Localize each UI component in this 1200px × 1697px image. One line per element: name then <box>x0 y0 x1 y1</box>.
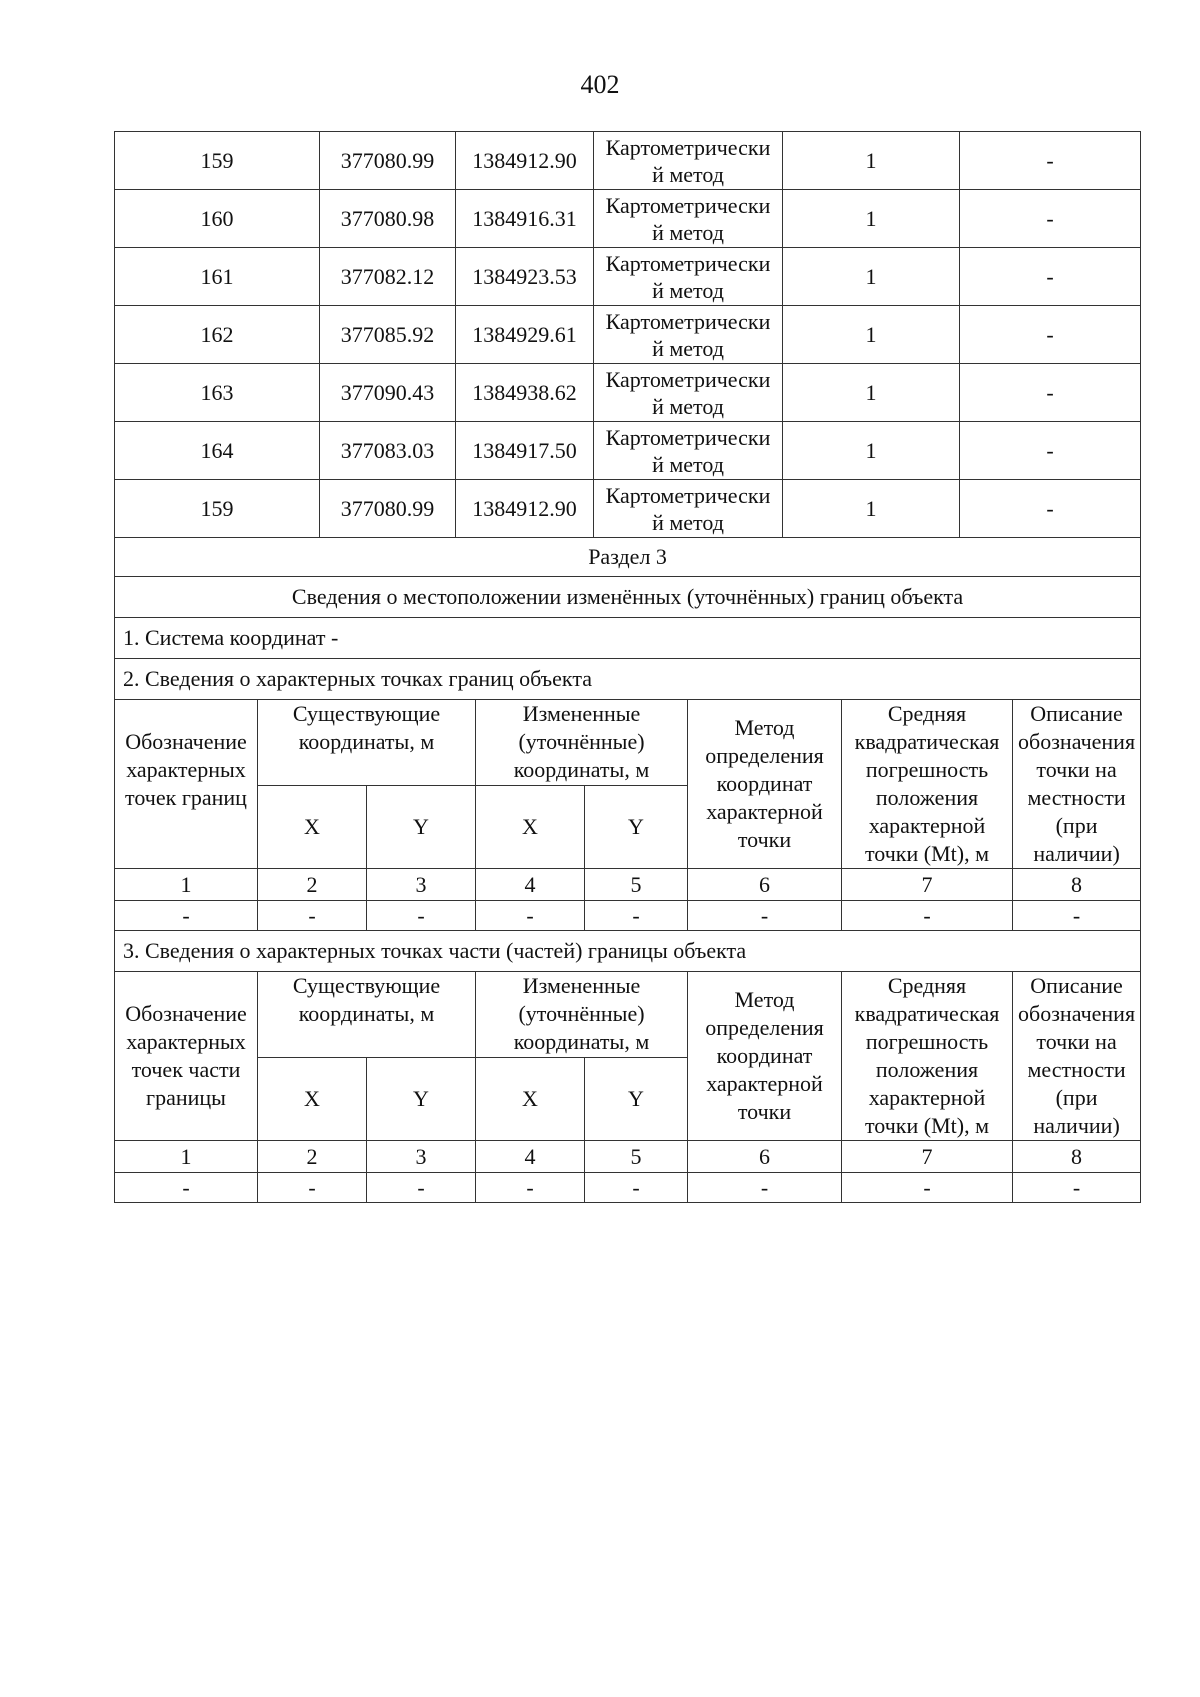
header-method: Метод определения координат характерной точки <box>688 972 842 1141</box>
coord-y: 1384923.53 <box>456 248 594 306</box>
point-number: 160 <box>115 190 320 248</box>
coord-x: 377090.43 <box>320 364 456 422</box>
empty-data-row-cell: - <box>258 901 367 931</box>
empty-data-row-cell: - <box>367 1173 476 1203</box>
point-number: 163 <box>115 364 320 422</box>
empty-data-row-cell: - <box>688 901 842 931</box>
header-existing-x: X <box>258 1057 367 1141</box>
header-changed-x: X <box>476 785 585 869</box>
header-accuracy: Средняя квадратическая погрешность положения характерной точки (Mt), м <box>842 700 1013 869</box>
point-description: - <box>960 306 1141 364</box>
empty-data-row <box>115 1173 1141 1203</box>
table-row <box>115 248 1141 306</box>
column-number-row-cell: 5 <box>585 869 688 901</box>
header-description: Описание обозначения точки на местности (при наличии) <box>1013 972 1141 1141</box>
empty-data-row-cell: - <box>688 1173 842 1203</box>
header-changed-y: Y <box>585 1057 688 1141</box>
header-existing-x: X <box>258 785 367 869</box>
empty-data-row-cell: - <box>585 901 688 931</box>
column-number-row-cell: 7 <box>842 1141 1013 1173</box>
point-description: - <box>960 248 1141 306</box>
column-number-row-cell: 3 <box>367 869 476 901</box>
section-subtitle: Сведения о местоположении изменённых (уточнённых) границ объекта <box>115 577 1141 618</box>
point-description: - <box>960 190 1141 248</box>
header-changed-coords: Измененные (уточнённые) координаты, м <box>476 972 688 1058</box>
header-method: Метод определения координат характерной точки <box>688 700 842 869</box>
header-accuracy: Средняя квадратическая погрешность положения характерной точки (Mt), м <box>842 972 1013 1141</box>
accuracy-mt: 1 <box>783 422 960 480</box>
point-description: - <box>960 132 1141 190</box>
accuracy-mt: 1 <box>783 190 960 248</box>
coord-x: 377082.12 <box>320 248 456 306</box>
method-cell: Картометрически й метод <box>594 480 783 538</box>
empty-data-row-cell: - <box>476 1173 585 1203</box>
section-title: Раздел 3 <box>115 538 1141 577</box>
table-row <box>115 132 1141 190</box>
column-number-row-cell: 7 <box>842 869 1013 901</box>
header-existing-y: Y <box>367 1057 476 1141</box>
method-cell: Картометрически й метод <box>594 422 783 480</box>
accuracy-mt: 1 <box>783 248 960 306</box>
accuracy-mt: 1 <box>783 306 960 364</box>
method-cell: Картометрически й метод <box>594 248 783 306</box>
column-number-row-cell: 1 <box>115 869 258 901</box>
coord-y: 1384929.61 <box>456 306 594 364</box>
table-row <box>115 306 1141 364</box>
header-designation-part: Обозначение характерных точек части границы <box>115 972 258 1141</box>
coord-y: 1384917.50 <box>456 422 594 480</box>
column-number-row-cell: 6 <box>688 1141 842 1173</box>
table-row <box>115 190 1141 248</box>
method-cell: Картометрически й метод <box>594 190 783 248</box>
empty-data-row-cell: - <box>115 901 258 931</box>
coord-y: 1384916.31 <box>456 190 594 248</box>
point-number: 159 <box>115 132 320 190</box>
table-row <box>115 364 1141 422</box>
column-number-row-cell: 1 <box>115 1141 258 1173</box>
accuracy-mt: 1 <box>783 364 960 422</box>
column-number-row-cell: 3 <box>367 1141 476 1173</box>
empty-data-row-cell: - <box>367 901 476 931</box>
empty-data-row <box>115 901 1141 931</box>
header-changed-y: Y <box>585 785 688 869</box>
header-description: Описание обозначения точки на местности (при наличии) <box>1013 700 1141 869</box>
point-number: 159 <box>115 480 320 538</box>
empty-data-row-cell: - <box>842 901 1013 931</box>
column-number-row-cell: 2 <box>258 869 367 901</box>
coordinates-table <box>114 131 1141 538</box>
coord-y: 1384912.90 <box>456 132 594 190</box>
header-changed-coords: Измененные (уточнённые) координаты, м <box>476 700 688 786</box>
column-number-row-cell: 4 <box>476 1141 585 1173</box>
column-number-row-cell: 8 <box>1013 869 1141 901</box>
coord-x: 377080.99 <box>320 132 456 190</box>
point-description: - <box>960 422 1141 480</box>
method-cell: Картометрически й метод <box>594 132 783 190</box>
block-2-title: 2. Сведения о характерных точках границ объекта <box>115 659 1141 700</box>
empty-data-row-cell: - <box>258 1173 367 1203</box>
column-number-row-cell: 2 <box>258 1141 367 1173</box>
point-number: 161 <box>115 248 320 306</box>
coord-x: 377085.92 <box>320 306 456 364</box>
column-number-row-cell: 8 <box>1013 1141 1141 1173</box>
table-row <box>115 480 1141 538</box>
point-description: - <box>960 480 1141 538</box>
point-number: 164 <box>115 422 320 480</box>
column-number-row <box>115 869 1141 901</box>
empty-data-row-cell: - <box>585 1173 688 1203</box>
point-description: - <box>960 364 1141 422</box>
header-changed-x: X <box>476 1057 585 1141</box>
method-cell: Картометрически й метод <box>594 306 783 364</box>
coordinate-system: 1. Система координат - <box>115 618 1141 659</box>
coord-y: 1384912.90 <box>456 480 594 538</box>
header-existing-coords: Существующие координаты, м <box>258 700 476 786</box>
block-3-title: 3. Сведения о характерных точках части (частей) границы объекта <box>115 931 1141 972</box>
table-row <box>115 422 1141 480</box>
accuracy-mt: 1 <box>783 480 960 538</box>
empty-data-row-cell: - <box>842 1173 1013 1203</box>
method-cell: Картометрически й метод <box>594 364 783 422</box>
column-number-row <box>115 1141 1141 1173</box>
header-designation: Обозначение характерных точек границ <box>115 700 258 869</box>
coord-x: 377080.98 <box>320 190 456 248</box>
coord-x: 377080.99 <box>320 480 456 538</box>
coord-x: 377083.03 <box>320 422 456 480</box>
point-number: 162 <box>115 306 320 364</box>
column-number-row-cell: 4 <box>476 869 585 901</box>
empty-data-row-cell: - <box>1013 1173 1141 1203</box>
section-3-table <box>114 537 1141 1203</box>
empty-data-row-cell: - <box>476 901 585 931</box>
page-number: 402 <box>580 70 620 99</box>
header-existing-coords: Существующие координаты, м <box>258 972 476 1058</box>
column-number-row-cell: 6 <box>688 869 842 901</box>
empty-data-row-cell: - <box>1013 901 1141 931</box>
coord-y: 1384938.62 <box>456 364 594 422</box>
accuracy-mt: 1 <box>783 132 960 190</box>
empty-data-row-cell: - <box>115 1173 258 1203</box>
header-existing-y: Y <box>367 785 476 869</box>
column-number-row-cell: 5 <box>585 1141 688 1173</box>
